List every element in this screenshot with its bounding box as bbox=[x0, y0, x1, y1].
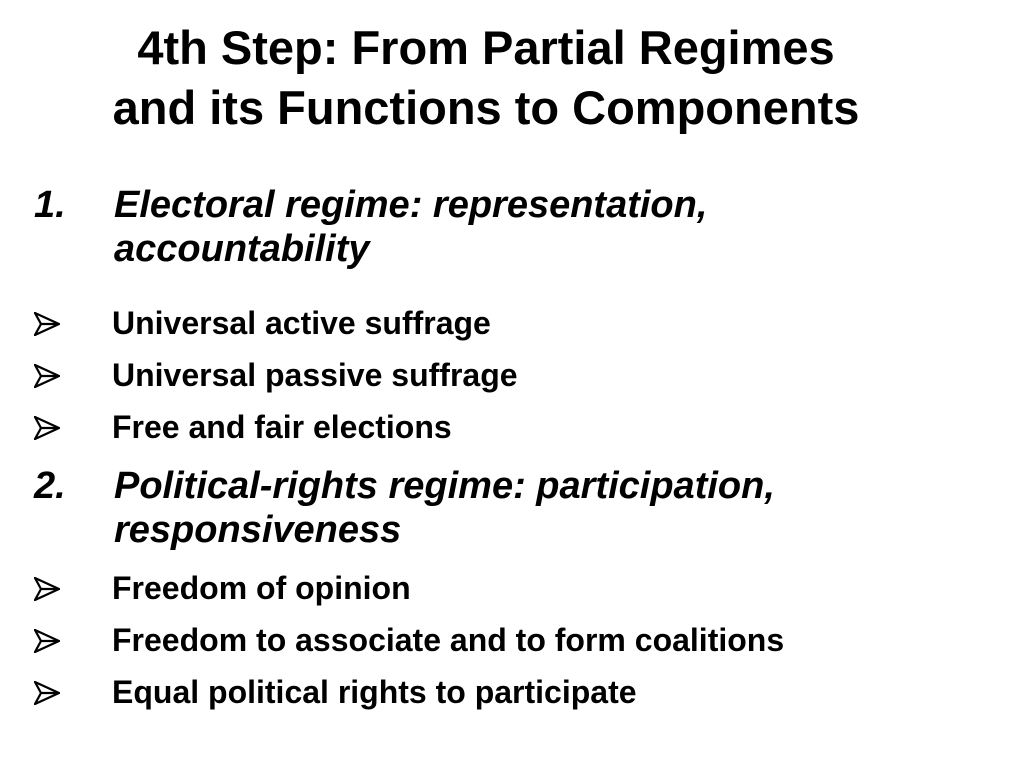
bullet-item bbox=[34, 407, 994, 447]
bullet-item bbox=[34, 303, 994, 343]
section-heading-political-rights bbox=[34, 464, 994, 552]
section-number: 1. bbox=[34, 184, 66, 226]
bullet-text: Universal passive suffrage bbox=[112, 357, 518, 393]
arrow-bullet-icon bbox=[34, 407, 74, 440]
bullet-item bbox=[34, 568, 994, 608]
arrow-bullet-icon bbox=[34, 568, 74, 601]
arrow-bullet-icon bbox=[34, 672, 74, 705]
slide-title-line1: 4th Step: From Partial Regimes bbox=[137, 21, 835, 74]
arrow-bullet-icon bbox=[34, 355, 74, 388]
section-heading-line2: accountability bbox=[114, 228, 370, 270]
bullet-item bbox=[34, 355, 994, 395]
section-heading-line1: Electoral regime: representation, bbox=[114, 184, 708, 226]
section-heading-electoral bbox=[34, 183, 994, 271]
slide-title bbox=[0, 18, 972, 138]
section-heading-line2: responsiveness bbox=[114, 509, 402, 551]
section-number: 2. bbox=[34, 465, 66, 507]
bullet-text: Equal political rights to participate bbox=[112, 674, 637, 710]
slide-title-line2: and its Functions to Components bbox=[112, 81, 860, 134]
bullet-item bbox=[34, 672, 994, 712]
arrow-bullet-icon bbox=[34, 303, 74, 336]
section-heading-line1: Political-rights regime: participation, bbox=[114, 465, 775, 507]
bullet-item bbox=[34, 620, 994, 660]
bullet-text: Freedom to associate and to form coalitions bbox=[112, 622, 785, 658]
bullet-text: Universal active suffrage bbox=[112, 305, 491, 341]
bullet-text: Free and fair elections bbox=[112, 409, 452, 445]
arrow-bullet-icon bbox=[34, 620, 74, 653]
bullet-text: Freedom of opinion bbox=[112, 570, 411, 606]
